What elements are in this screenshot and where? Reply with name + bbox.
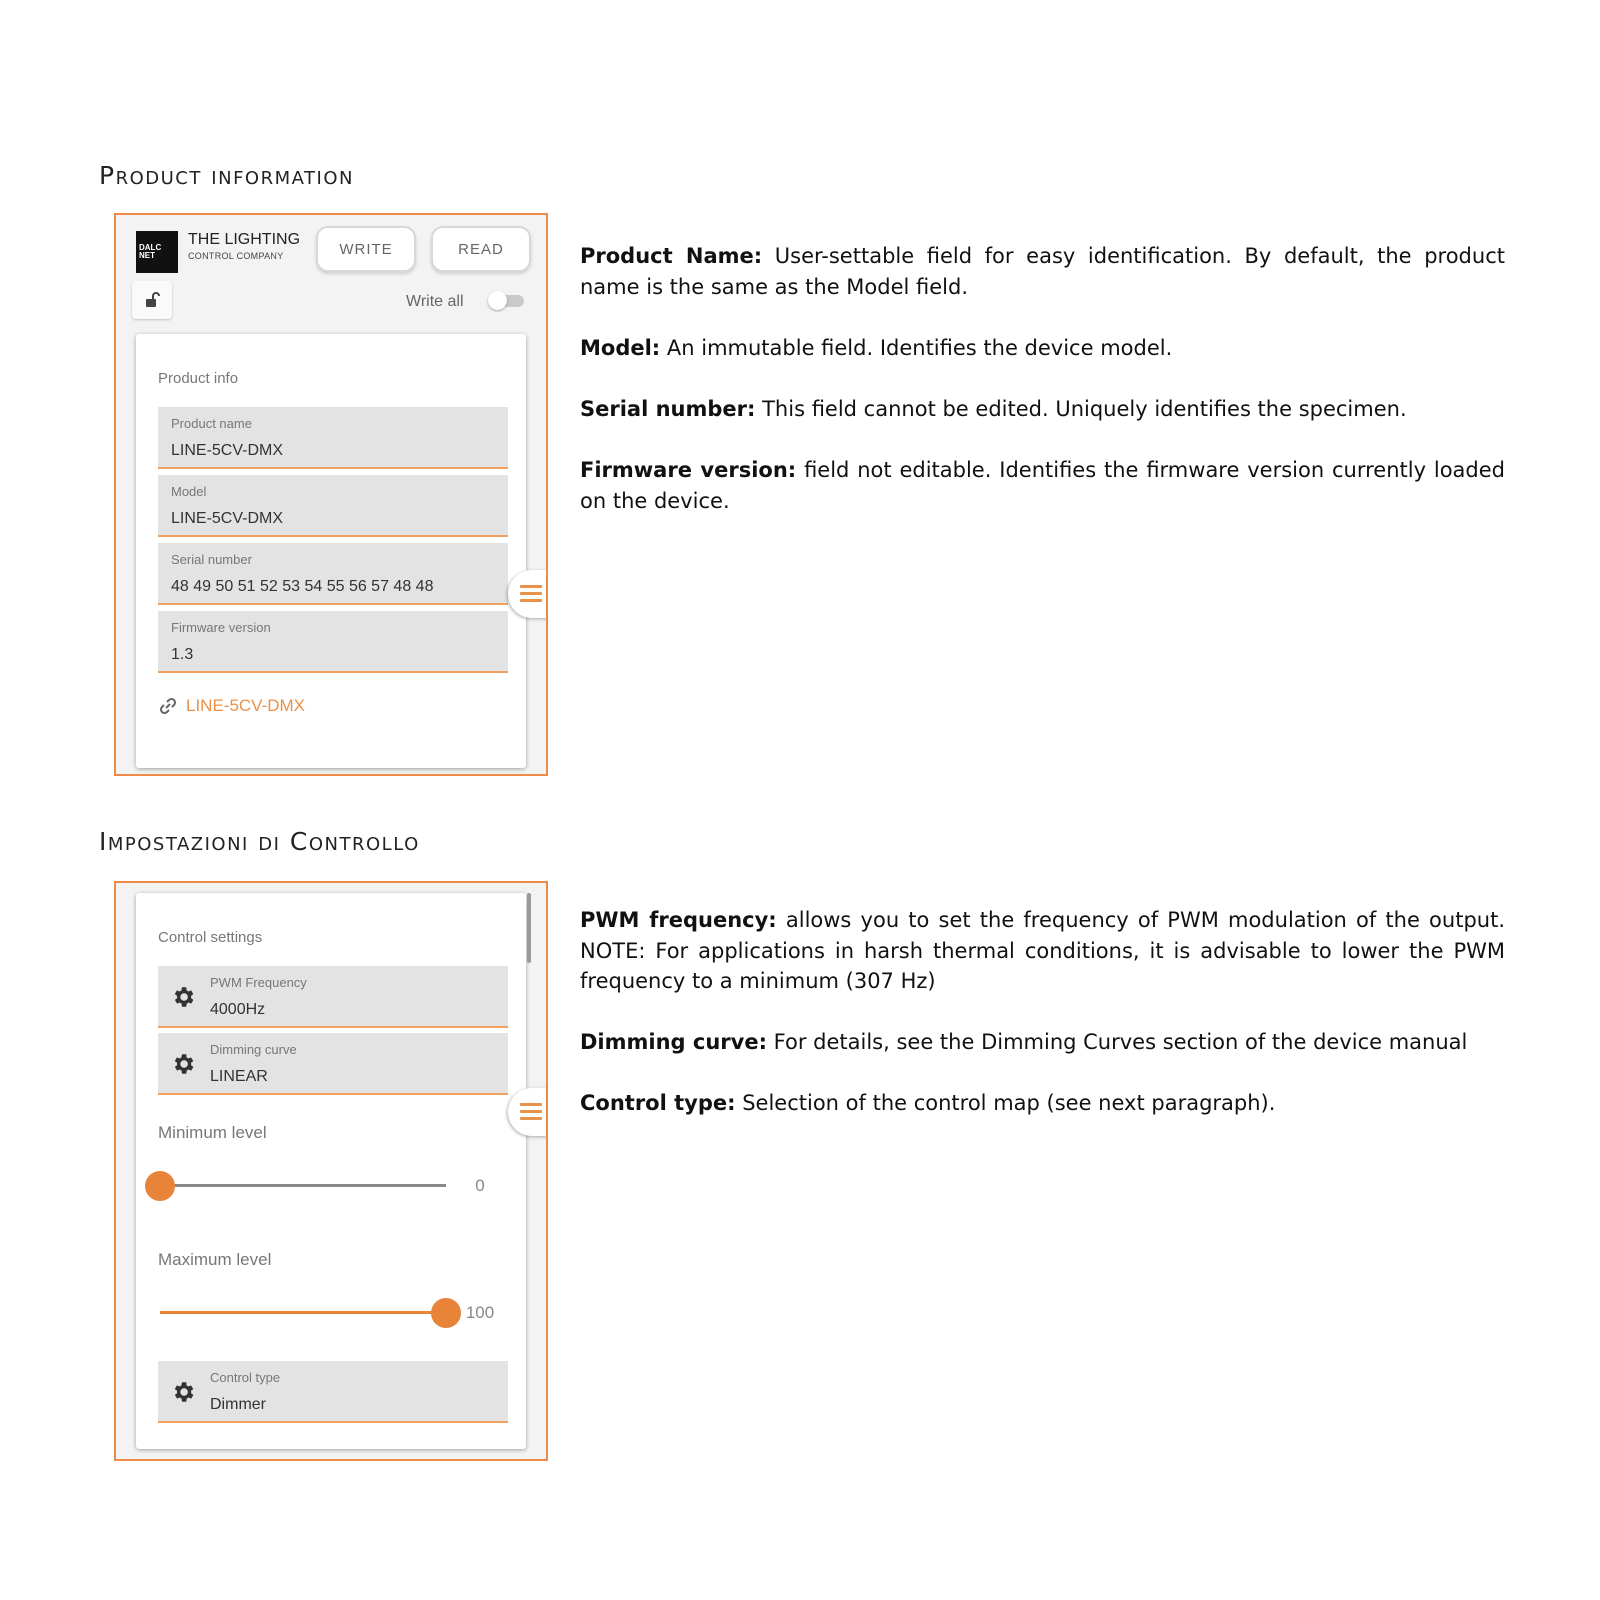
write-all-toggle[interactable] <box>488 292 524 308</box>
field-value: Dimmer <box>210 1396 266 1413</box>
product-info-card <box>136 334 526 768</box>
field-label: Control type <box>210 1370 281 1385</box>
field-value: 1.3 <box>171 646 194 663</box>
desc-text: User-settable field for easy identification. By default, the product name is the same as the Model field. <box>580 244 1505 299</box>
field-label: PWM Frequency <box>210 975 307 990</box>
minimum-level-label: Minimum level <box>158 1123 267 1142</box>
menu-icon <box>520 585 542 606</box>
read-button[interactable]: READ <box>431 226 531 272</box>
term: Firmware version: <box>580 458 797 482</box>
maximum-level-label: Maximum level <box>158 1250 272 1269</box>
lock-button[interactable] <box>132 281 172 319</box>
brand-name: THE LIGHTING <box>188 231 301 248</box>
dimming-curve-field[interactable] <box>158 1033 508 1095</box>
maximum-level-slider[interactable] <box>160 1297 446 1327</box>
field-value: LINEAR <box>210 1068 268 1085</box>
field-label: Firmware version <box>171 620 271 635</box>
slider-fill <box>160 1311 446 1314</box>
field-label: Model <box>171 484 207 499</box>
menu-icon <box>520 1103 542 1124</box>
desc-dimming-curve <box>580 1027 1505 1058</box>
field-value: 4000Hz <box>210 1001 266 1018</box>
desc-text: This field cannot be edited. Uniquely identifies the specimen. <box>762 397 1407 421</box>
desc-text: allows you to set the frequency of PWM modulation of the output. NOTE: For applications in harsh thermal conditions, it is advisable to lower the PWM frequency to a minimum (307 Hz) <box>580 908 1505 993</box>
section-title-control-settings: Impostazioni di Controllo <box>99 827 420 856</box>
field-label: Product name <box>171 416 252 431</box>
section-title-product-information: Product information <box>99 161 354 190</box>
field-value: 48 49 50 51 52 53 54 55 56 57 48 48 <box>171 578 434 595</box>
term: Product Name: <box>580 244 763 268</box>
control-settings-card <box>136 893 526 1449</box>
card-title: Control settings <box>158 929 263 946</box>
product-name-field[interactable] <box>158 407 508 469</box>
desc-text: Selection of the control map (see next paragraph). <box>742 1091 1276 1115</box>
gear-icon <box>170 1051 196 1077</box>
term: Control type: <box>580 1091 736 1115</box>
link-icon <box>158 696 178 716</box>
gear-icon <box>170 1379 196 1405</box>
desc-text: An immutable field. Identifies the device model. <box>666 336 1173 360</box>
term: PWM frequency: <box>580 908 777 932</box>
desc-serial-number <box>580 394 1505 425</box>
minimum-level-value[interactable]: 0 <box>475 1176 485 1195</box>
control-settings-screenshot <box>114 881 548 1461</box>
side-menu-handle[interactable] <box>508 1088 548 1136</box>
minimum-level-slider[interactable] <box>160 1170 446 1200</box>
desc-firmware-version <box>580 455 1505 516</box>
control-type-field[interactable] <box>158 1361 508 1423</box>
desc-control-type <box>580 1088 1505 1119</box>
brand-logo: DALC NET <box>136 231 178 273</box>
term: Serial number: <box>580 397 756 421</box>
unlock-icon <box>144 292 160 308</box>
maximum-level-value[interactable]: 100 <box>465 1303 495 1322</box>
serial-number-field <box>158 543 508 605</box>
scrollbar[interactable] <box>527 893 531 963</box>
term: Model: <box>580 336 661 360</box>
product-info-screenshot <box>114 213 548 776</box>
term: Dimming curve: <box>580 1030 767 1054</box>
desc-text: field not editable. Identifies the firmware version currently loaded on the device. <box>580 458 1505 513</box>
side-menu-handle[interactable] <box>508 570 548 618</box>
brand-tagline: CONTROL COMPANY <box>188 251 284 261</box>
field-label: Dimming curve <box>210 1042 297 1057</box>
product-link[interactable] <box>158 696 305 716</box>
field-label: Serial number <box>171 552 252 567</box>
model-field <box>158 475 508 537</box>
card-title: Product info <box>158 370 239 387</box>
gear-icon <box>170 984 196 1010</box>
link-text[interactable]: LINE-5CV-DMX <box>186 696 306 715</box>
desc-pwm-frequency <box>580 905 1505 997</box>
pwm-frequency-field[interactable] <box>158 966 508 1028</box>
field-value: LINE-5CV-DMX <box>171 442 284 459</box>
firmware-version-field <box>158 611 508 673</box>
write-all-label: Write all <box>406 293 464 310</box>
slider-thumb[interactable] <box>145 1171 175 1201</box>
desc-text: For details, see the Dimming Curves section of the device manual <box>773 1030 1468 1054</box>
desc-product-name <box>580 241 1505 302</box>
field-value: LINE-5CV-DMX <box>171 510 284 527</box>
write-button[interactable]: WRITE <box>316 226 416 272</box>
desc-model <box>580 333 1505 364</box>
